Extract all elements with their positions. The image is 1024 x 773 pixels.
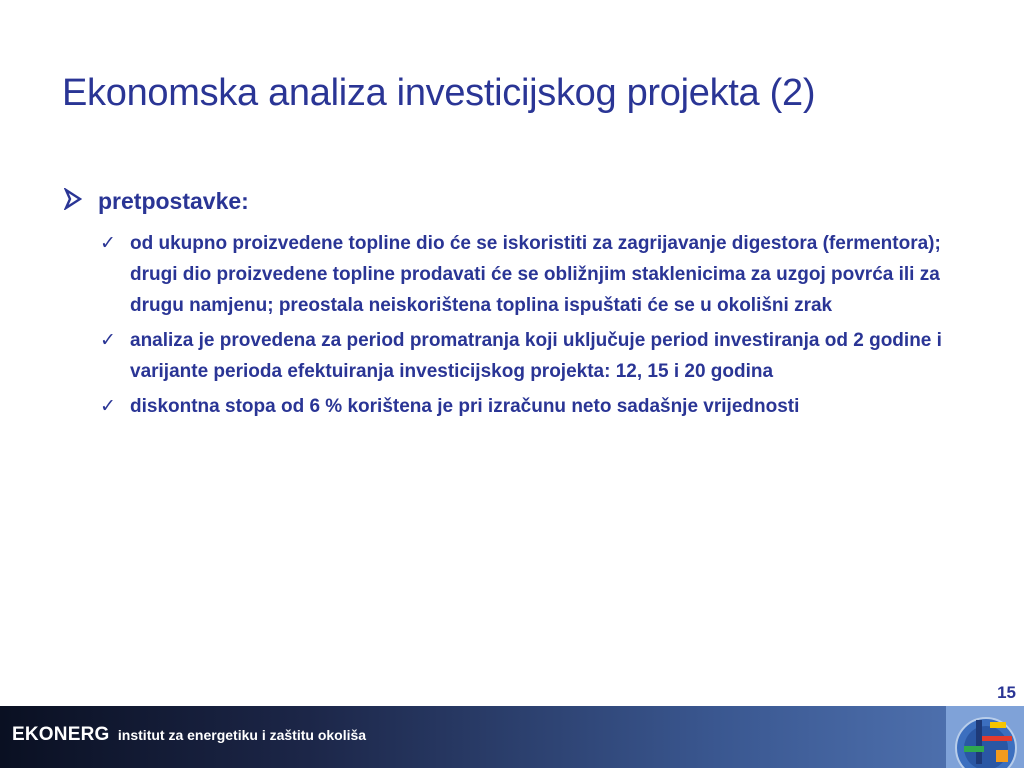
bullet-pretpostavke bbox=[64, 188, 249, 216]
list-item-text: analiza je provedena za period promatranja koji uključuje period investiranja od 2 godine i varijante perioda efektuiranja investicijskog projekta: 12, 15 i 20 godina bbox=[130, 330, 942, 382]
arrow-bullet-icon bbox=[64, 188, 98, 216]
page-number: 15 bbox=[997, 683, 1016, 702]
assumption-list bbox=[100, 228, 960, 426]
checkmark-icon: ✓ bbox=[100, 330, 116, 351]
bullet-label: pretpostavke: bbox=[98, 188, 249, 214]
list-item-text: od ukupno proizvedene topline dio će se iskoristiti za zagrijavanje digestora (fermentora); drugi dio proizvedene topline prodavati će se obližnjim staklenicima za uzgoj povrća ili za drugu namjenu; preostala neiskorištena toplina ispuštati će se u okolišni zrak bbox=[130, 233, 941, 316]
list-item bbox=[100, 391, 960, 422]
footer-text bbox=[12, 724, 366, 746]
footer-bar bbox=[0, 705, 1024, 768]
list-item bbox=[100, 325, 960, 387]
checkmark-icon: ✓ bbox=[100, 233, 116, 254]
checkmark-icon: ✓ bbox=[100, 396, 116, 417]
list-item-text: diskontna stopa od 6 % korištena je pri izračunu neto sadašnje vrijednosti bbox=[130, 396, 800, 417]
slide-title: Ekonomska analiza investicijskog projekta (2) bbox=[62, 72, 816, 114]
brand-name: EKONERG bbox=[12, 724, 110, 745]
list-item bbox=[100, 228, 960, 321]
brand-tagline: institut za energetiku i zaštitu okoliša bbox=[117, 727, 367, 743]
ekonerg-logo-icon bbox=[946, 706, 1024, 768]
